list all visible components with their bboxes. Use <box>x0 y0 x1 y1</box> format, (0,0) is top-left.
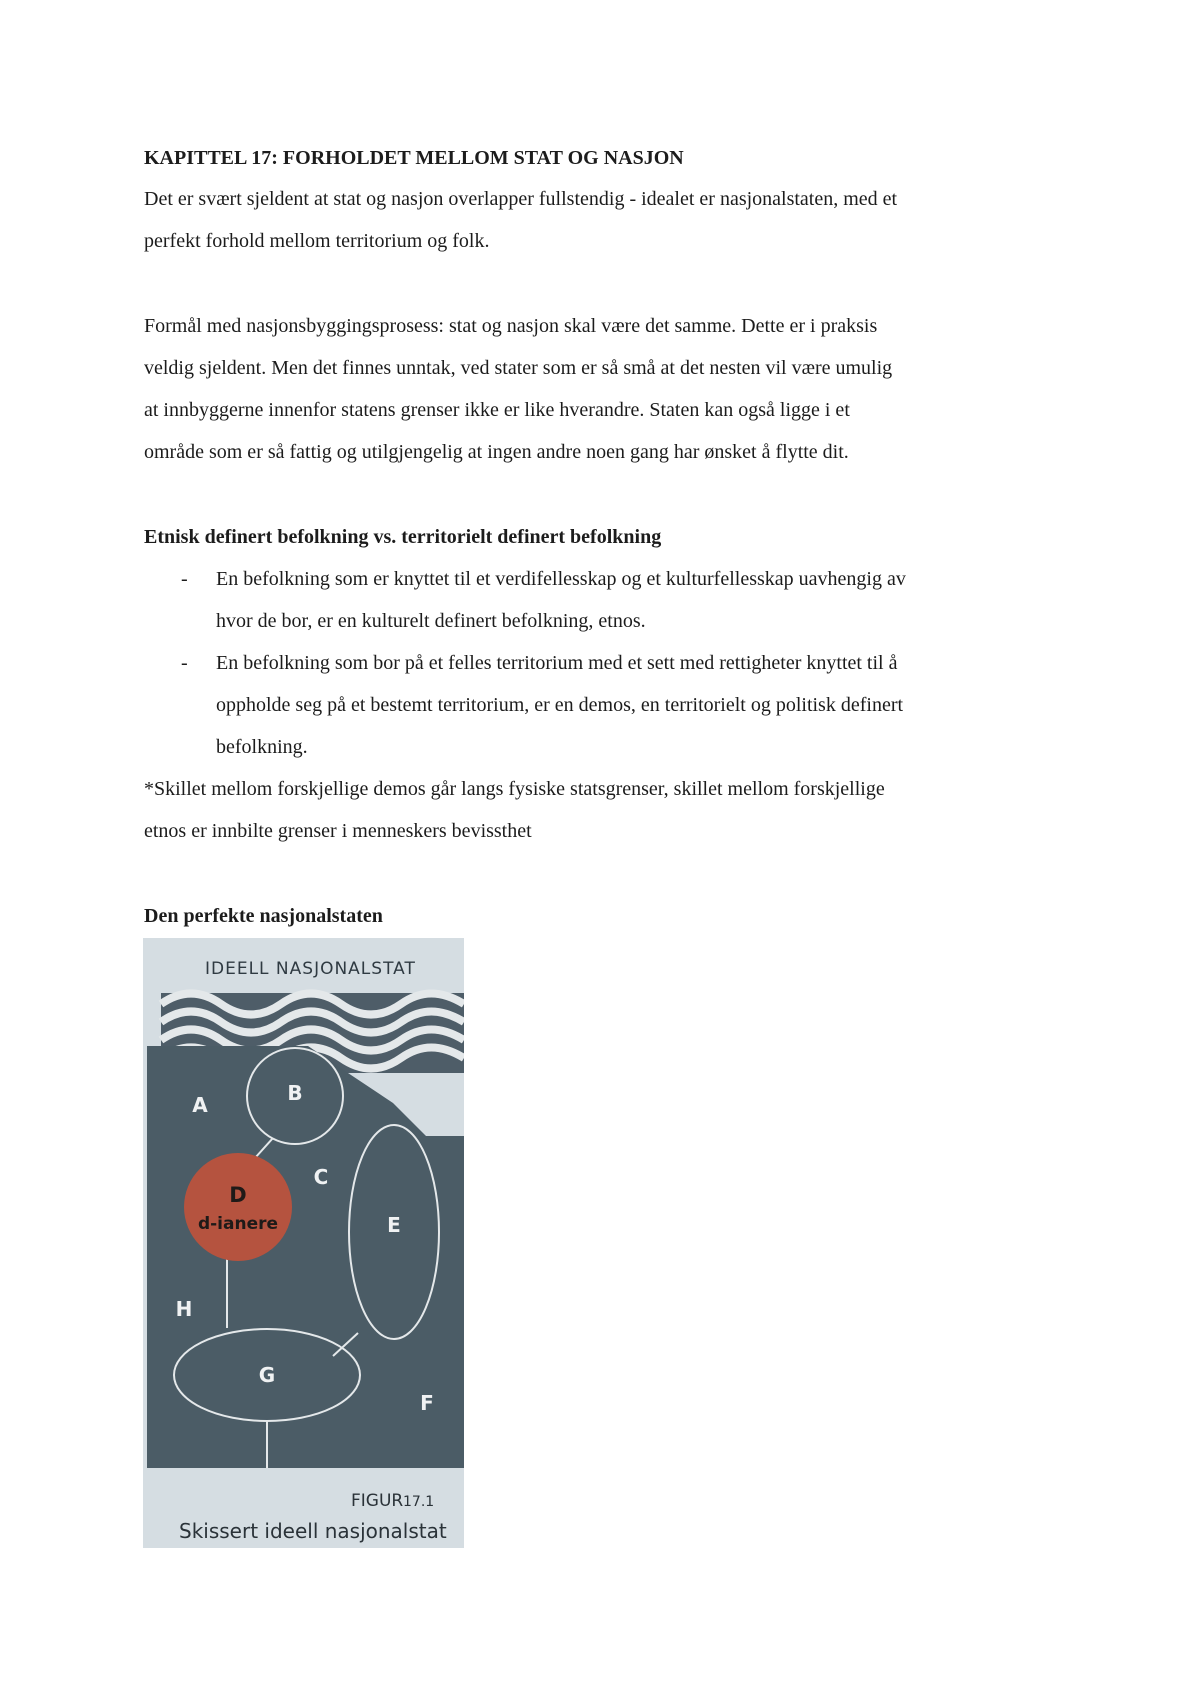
region-label-b: B <box>287 1081 303 1105</box>
bullet-1-line-2: hvor de bor, er en kulturelt definert befolkning, etnos. <box>216 610 646 632</box>
intro-line-2: perfekt forhold mellom territorium og folk. <box>144 230 490 252</box>
figure-number-label: FIGUR <box>351 1491 404 1511</box>
paragraph2-line-3: at innbyggerne innenfor statens grenser ikke er like hverandre. Staten kan også ligge i et <box>144 399 850 421</box>
bullet-2-line-3: befolkning. <box>216 736 308 758</box>
region-label-d-people: d-ianere <box>197 1214 279 1234</box>
intro-line-1: Det er svært sjeldent at stat og nasjon overlapper fullstendig - idealet er nasjonalstaten, med et <box>144 188 898 210</box>
region-label-h: H <box>175 1297 193 1321</box>
bullet-dash-2: - <box>181 652 188 674</box>
region-d-circle <box>184 1153 292 1261</box>
figure-caption: Skissert ideell nasjonalstat <box>179 1519 447 1543</box>
note-line-1: *Skillet mellom forskjellige demos går langs fysiske statsgrenser, skillet mellom forskjellige <box>144 778 885 800</box>
note-line-2: etnos er innbilte grenser i menneskers bevissthet <box>144 820 532 842</box>
bullet-dash-1: - <box>181 568 188 590</box>
region-label-d: D <box>229 1183 247 1207</box>
region-label-e: E <box>387 1213 401 1237</box>
figure-header: IDEELL NASJONALSTAT <box>205 959 416 979</box>
section-heading-etnisk: Etnisk definert befolkning vs. territorielt definert befolkning <box>144 526 662 548</box>
section-heading-perfekt: Den perfekte nasjonalstaten <box>144 905 383 927</box>
bullet-2-line-1: En befolkning som bor på et felles territorium med et sett med rettigheter knyttet til å <box>216 652 898 674</box>
paragraph2-line-2: veldig sjeldent. Men det finnes unntak, ved stater som er så små at det nesten vil være umulig <box>144 357 893 379</box>
chapter-title: KAPITTEL 17: FORHOLDET MELLOM STAT OG NASJON <box>144 147 684 169</box>
region-label-f: F <box>420 1391 434 1415</box>
figure-illustration <box>143 938 464 1548</box>
region-label-a: A <box>192 1093 208 1117</box>
bullet-1-line-1: En befolkning som er knyttet til et verdifellesskap og et kulturfellesskap uavhengig av <box>216 568 906 590</box>
region-label-c: C <box>313 1165 329 1189</box>
figure-ideal-nation-state <box>143 938 464 1548</box>
paragraph2-line-4: område som er så fattig og utilgjengelig at ingen andre noen gang har ønsket å flytte dit. <box>144 441 849 463</box>
region-label-g: G <box>258 1363 276 1387</box>
paragraph2-line-1: Formål med nasjonsbyggingsprosess: stat og nasjon skal være det samme. Dette er i praksis <box>144 315 878 337</box>
bullet-2-line-2: oppholde seg på et bestemt territorium, er en demos, en territorielt og politisk definert <box>216 694 904 716</box>
figure-number: 17.1 <box>403 1494 435 1510</box>
